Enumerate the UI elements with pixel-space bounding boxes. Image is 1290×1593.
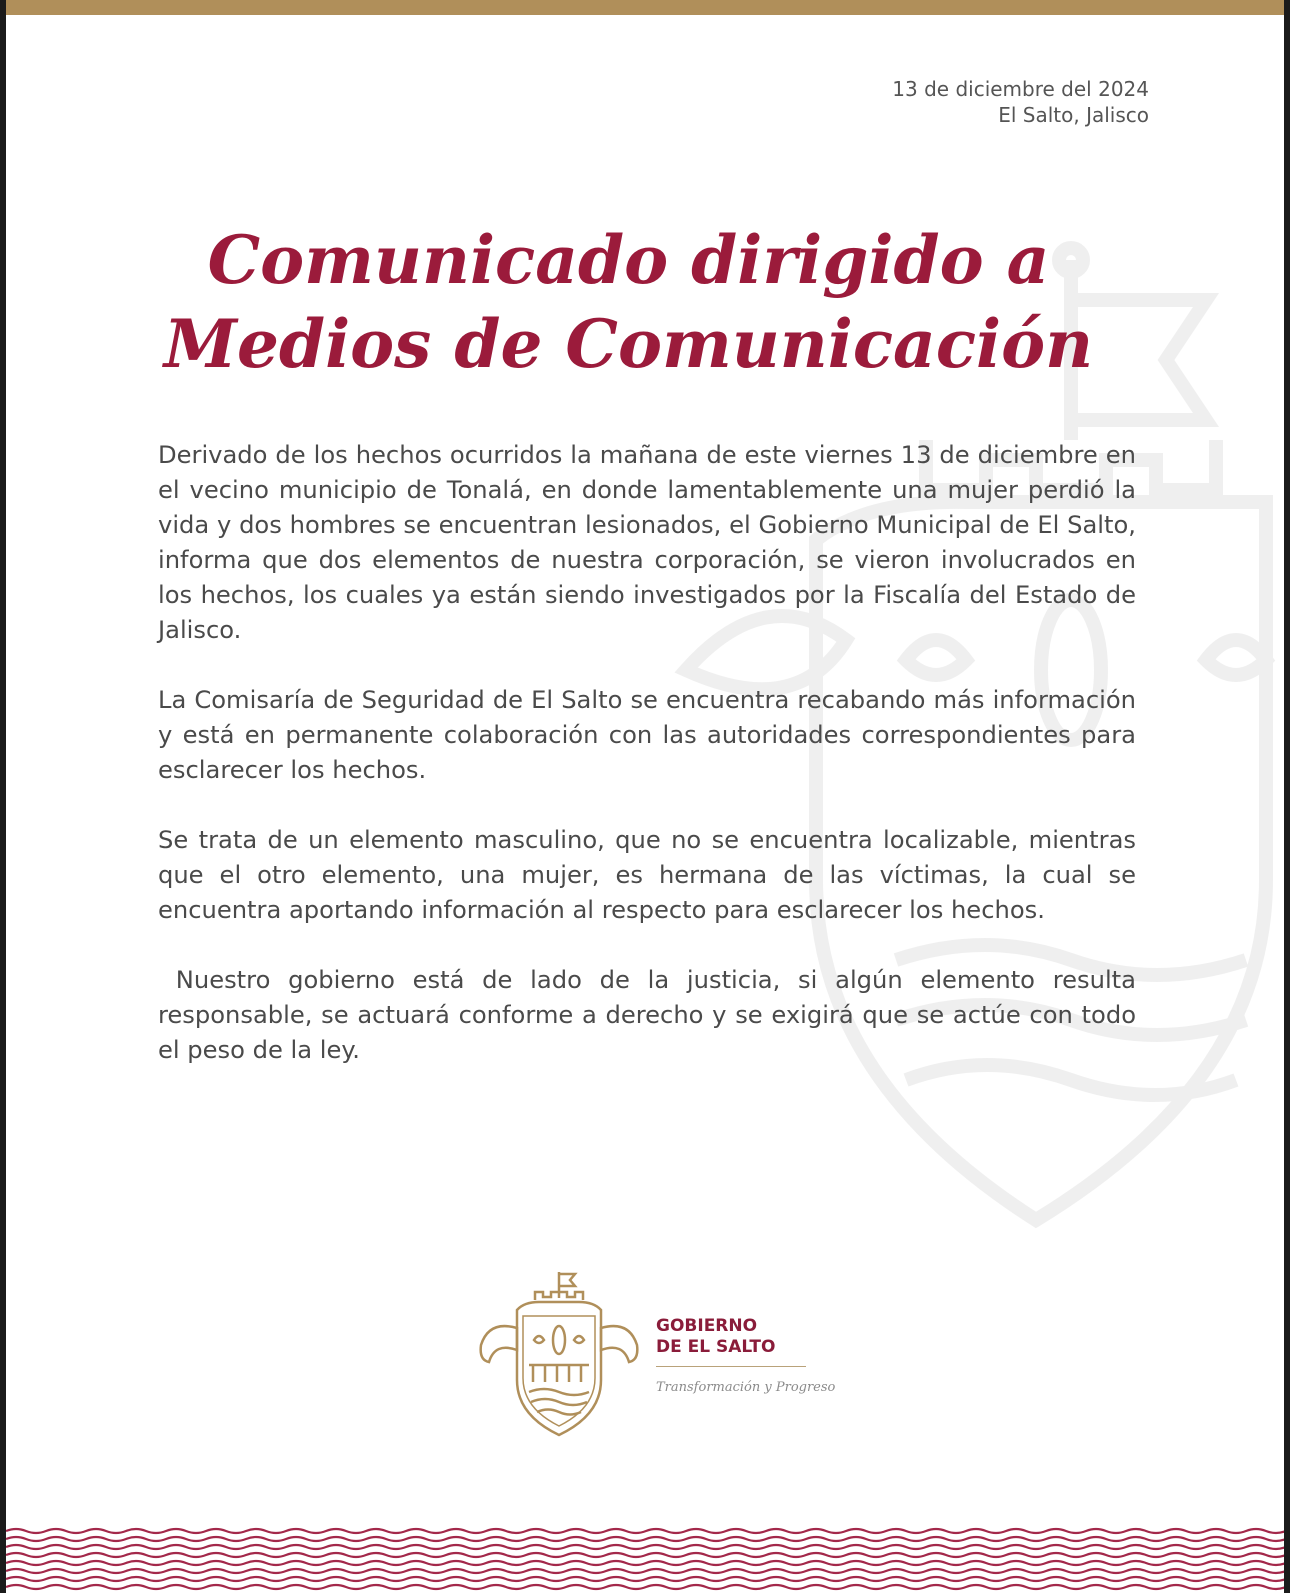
location-text: El Salto, Jalisco [998, 103, 1149, 127]
page-title [6, 218, 1251, 386]
wave-line [6, 1537, 1284, 1541]
title-line-1: Comunicado dirigido a [207, 221, 1050, 299]
date-text: 13 de diciembre del 2024 [892, 77, 1149, 101]
organization-name-line-2: DE EL SALTO [656, 1337, 776, 1357]
paragraph: Se trata de un elemento masculino, que no se encuentra localizable, mientras que el otro elemento, una mujer, es hermana de las víctimas, la cual se encuentra aportando información al respecto para esclarecer los hechos. [158, 826, 1136, 924]
wave-line [6, 1569, 1284, 1573]
organization-name [656, 1316, 775, 1358]
press-release-page [6, 0, 1284, 1593]
paragraph: La Comisaría de Seguridad de El Salto se encuentra recabando más información y está en permanente colaboración con las autoridades correspondientes para esclarecer los hechos. [158, 686, 1136, 784]
paragraph: Nuestro gobierno está de lado de la justicia, si algún elemento resulta responsable, se actuará conforme a derecho y se exigirá que se actúe con todo el peso de la ley. [158, 966, 1144, 1064]
wave-line [6, 1585, 1284, 1589]
wave-line [6, 1545, 1284, 1549]
wave-line [6, 1561, 1284, 1565]
date-location-block [892, 76, 1149, 128]
organization-tagline: Transformación y Progreso [656, 1380, 836, 1395]
organization-name-line-1: GOBIERNO [656, 1316, 758, 1336]
wave-line [6, 1529, 1284, 1533]
wave-line [6, 1553, 1284, 1557]
top-gold-bar [6, 0, 1284, 15]
statement-body [158, 438, 1144, 1103]
wave-line [6, 1577, 1284, 1581]
wave-pattern-footer [6, 1525, 1284, 1593]
paragraph: Derivado de los hechos ocurridos la mañana de este viernes 13 de diciembre en el vecino municipio de Tonalá, en donde lamentablemente una mujer perdió la vida y dos hombres se encuentran lesionados, el Gobierno Municipal de El Salto, informa que dos elementos de nuestra corporación, se vieron involucrados en los hechos, los cuales ya están siendo investigados por la Fiscalía del Estado de Jalisco. [158, 441, 1136, 644]
logo-divider [656, 1366, 806, 1367]
coat-of-arms-logo [479, 1270, 639, 1445]
title-line-2: Medios de Comunicación [163, 305, 1094, 383]
